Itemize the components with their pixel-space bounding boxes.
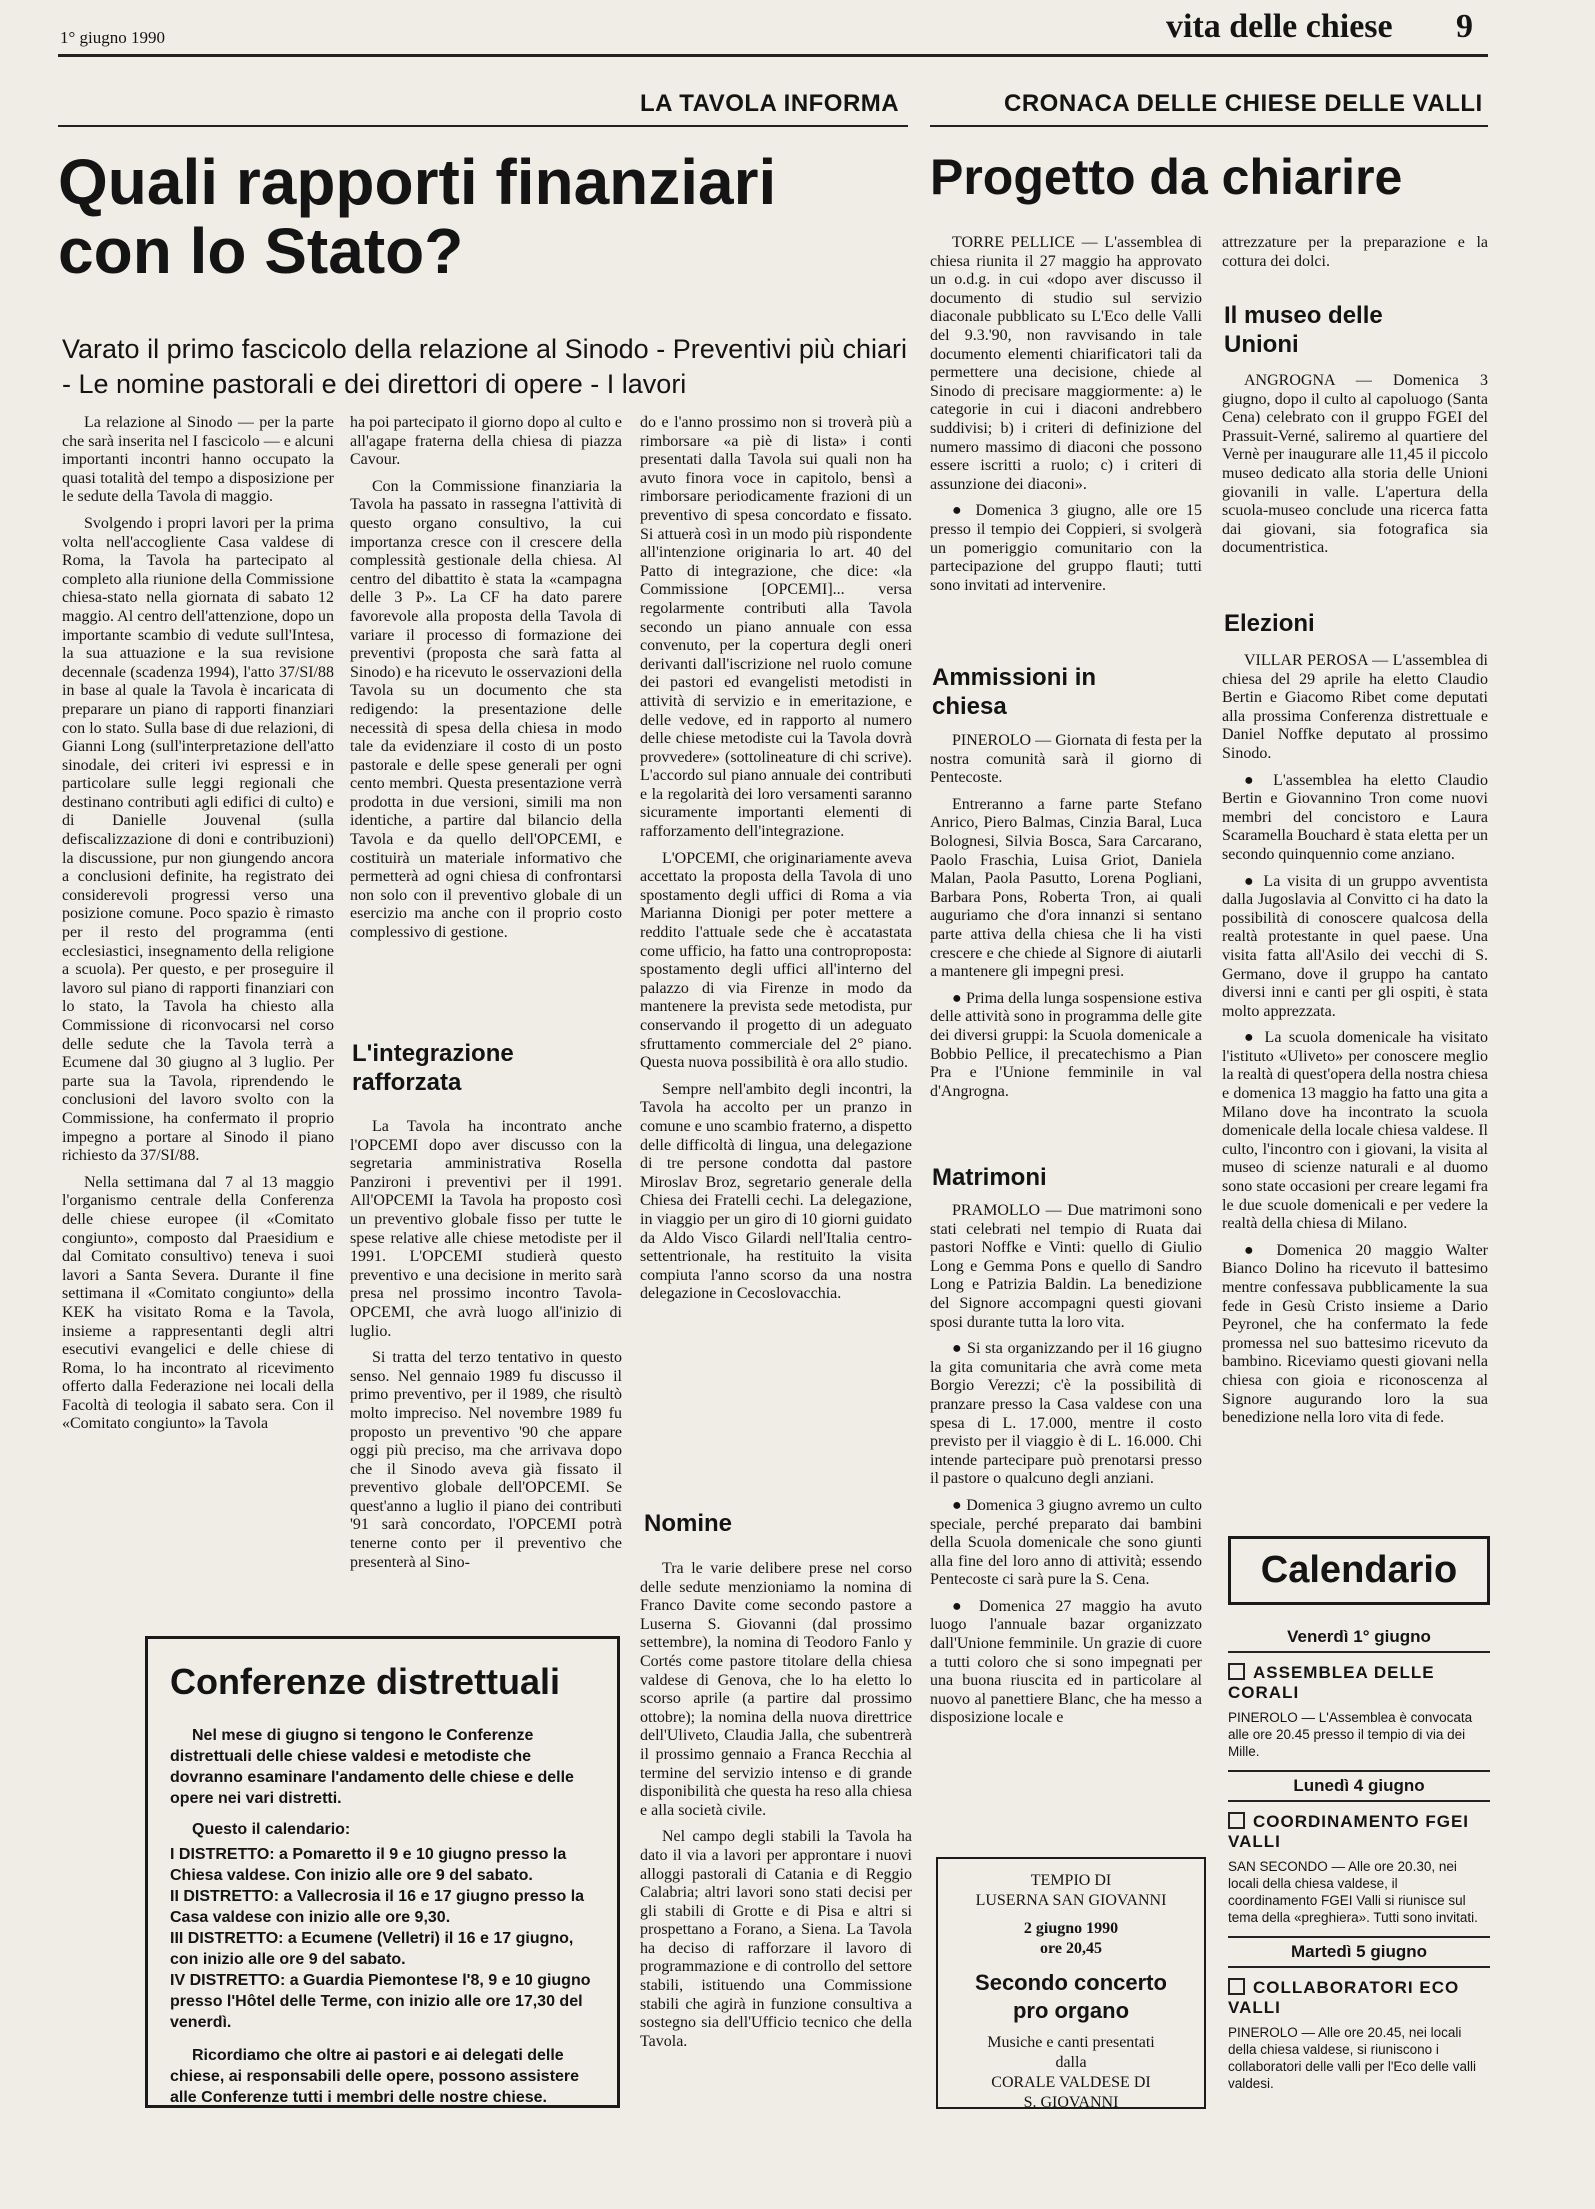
paragraph: Tra le varie delibere prese nel corso delle sedute menzioniamo la nomina di Franco Davite come secondo pastore a Luserna S. Giovanni (dal prossimo settembre), la nomina di Teodoro Fanlo y Cortés come pastore titolare della chiesa valdese di Genova, che lo ha eletto lo scorso aprile (a partire dal prossimo ottobre); la nomina della nuova direttrice dell'Uliveto, Claudia Jalla, che subentrerà il prossimo gennaio a Franca Recchia al termine del servizio intenso e di grande disponibilità che questa ha reso alla chiesa e alla società civile.	[640, 1560, 912, 1819]
paragraph: do e l'anno prossimo non si troverà più a rimborsare «a piè di lista» i conti presentati dalla Tavola sui quali non ha avuto finora voce in capitolo, bensì a rimborsare periodicamente frazioni di un preventivo di spesa concordato e fissato. Si attuerà così in un modo più rispondente all'intenzione originaria lo art. 40 del Patto di integrazione, che dice: «la Commissione [OPCEMI]... versa regolarmente contributi alla Tavola secondo un piano annuale con essa convenuto, per la copertura degli oneri derivanti dall'iscrizione nel ruolo comune dei pastori ed evangelisti metodisti in attività di servizio e in emeritazione, e delle vedove, ed in rapporto al numero delle chiese metodiste cui la Tavola dovrà provvedere» (sottolineature di chi scrive). L'accordo sul piano annuale dei contributi e la regolarità dei loro versamenti saranno sicuramente importanti elementi di rafforzamento dell'integrazione.	[640, 414, 912, 841]
calendar-event	[1228, 1812, 1490, 1852]
paragraph: PINEROLO — Giornata di festa per la nostra comunità sarà il giorno di Pentecoste.	[930, 732, 1202, 787]
paragraph: ANGROGNA — Domenica 3 giugno, dopo il culto al capoluogo (Santa Cena) celebrato con il gruppo FGEI del Prassuit-Verné, saliremo al quartiere del Vernè per inaugurare alle 11,45 il piccolo museo dedicato alla storia delle Unioni giovanili in valle. L'apertura della scuola-museo conclude una ricerca fatta dai giovani, sia fotografica sia documentristica.	[1222, 372, 1488, 557]
paragraph: attrezzature per la preparazione e la cottura dei dolci.	[1222, 234, 1488, 270]
district-item: III DISTRETTO: a Ecumene (Velletri) il 16 e 17 giugno, con inizio alle ore 9 del sabato.	[170, 1930, 574, 1968]
cronaca-col-a	[930, 234, 1202, 603]
district-item: IV DISTRETTO: a Guardia Piemontese l'8, 9 e 10 giugno presso l'Hôtel delle Terme, con inizio alle ore 17,30 del venerdì.	[170, 1972, 591, 2031]
paragraph: Nel campo degli stabili la Tavola ha dato il via a lavori per approntare i nuovi alloggi pastorali di Catania e di Reggio Calabria; altri lavori sono stati decisi per gli stabili di Grotte e di Pisa e altri si prospettano a Forano, a Siena. La Tavola ha deciso di rafforzare il lavoro di programmazione e di controllo del settore stabili, istituendo una Commissione stabili che agirà in funzione consultiva a sostegno sia dell'Ufficio tecnico che della Tavola.	[640, 1828, 912, 2050]
section-heading-museo: Il museo delle Unioni	[1224, 302, 1383, 358]
article-col-1	[62, 414, 334, 1442]
district-item: II DISTRETTO: a Vallecrosia il 16 e 17 giugno presso la Casa valdese con inizio alle ore 9,30.	[170, 1888, 585, 1926]
calendar-day: Lunedì 4 giugno	[1228, 1770, 1490, 1802]
paragraph: ha poi partecipato il giorno dopo al culto e all'agape fraterna della chiesa di piazza Cavour.	[350, 414, 622, 469]
kicker-rule-right	[930, 125, 1488, 127]
main-headline-line1: Quali rapporti finanziari	[58, 146, 777, 218]
concert-time: ore 20,45	[1040, 1940, 1102, 1957]
article-col-2b	[350, 1118, 622, 1580]
concert-venue-2: LUSERNA SAN GIOVANNI	[975, 1892, 1167, 1909]
kicker-tavola: LA TAVOLA INFORMA	[640, 90, 900, 117]
paragraph: ● Si sta organizzando per il 16 giugno la gita comunitaria che avrà come meta Borgio Verezzi; c'è la possibilità di pranzare presso la Casa valdese con una spesa di L. 17.000, mentre il costo previsto per il viaggio è di L. 16.000. Chi intende partecipare può prenotarsi presso il pastore o qualcuno degli anziani.	[930, 1340, 1202, 1488]
issue-date: 1° giugno 1990	[60, 28, 166, 47]
concerto-box	[936, 1857, 1206, 2109]
paragraph: PRAMOLLO — Due matrimoni sono stati celebrati nel tempio di Ruata dai pastori Noffke e Vinti: quello di Giulio Long e Gemma Pons e quello di Sandro Long e Patrizia Baldin. La benedizione del Signore accompagni questi giovani sposi durante tutta la loro vita.	[930, 1202, 1202, 1331]
calendar-event-title: COLLABORATORI ECO VALLI	[1228, 1978, 1460, 2017]
paragraph: Svolgendo i propri lavori per la prima volta nell'accogliente Casa valdese di Roma, la Tavola ha partecipato al completo alla riunione della Commissione chiesa-stato nella giornata di sabato 12 maggio. Al centro dell'attenzione, dopo un importante scambio di vedute sull'Intesa, la sua attuazione e la sua revisione decennale (scadenza 1994), l'atto 37/SI/88 in base al quale la Tavola è incaricata di preparare un piano di rapporti finanziari con lo stato. Sulla base di due relazioni, di Gianni Long (sull'interpretazione dell'atto sinodale, dei criteri ivi espressi e in particolare sulle leggi regionali che destinano contributi agli edifici di culto) e di Danielle Jouvenal (sulla defiscalizzazione di doni e contribuzioni) la discussione, pur non giungendo ancora a conclusioni definite, ha registrato dei considerevoli progressi verso una posizione comune. Poco spazio è rimasto per il resto del programma (enti ecclesiastici, insegnamento della religione a scuola). Per questo, e per proseguire il lavoro sul piano di rapporti finanziari con lo stato, la Tavola ha chiesto alla Commissione di riconvocarsi nel corso delle sedute che la Tavola terrà a Ecumene dal 30 giugno al 3 luglio. Per parte sua la Tavola, riprendendo le conclusioni del lavoro svolto con la Commissione, ha confermato il proprio impegno a portare al Sinodo il piano richiesto da 37/SI/88.	[62, 514, 334, 1165]
conferenze-box	[145, 1636, 620, 2108]
kicker-rule-left	[58, 125, 908, 127]
concert-venue-1: TEMPIO DI	[1030, 1872, 1112, 1889]
article-col-2	[350, 414, 622, 951]
calendar-event-title: ASSEMBLEA DELLE CORALI	[1228, 1663, 1435, 1702]
cronaca-col-b2	[1222, 372, 1488, 566]
paragraph: ● Domenica 3 giugno avremo un culto speciale, perché preparato dai bambini della Scuola domenicale che sono giunti alla fine del loro anno di attività; essendo Pentecoste ci sarà pure la S. Cena.	[930, 1496, 1202, 1589]
cronaca-col-a3	[930, 1202, 1202, 1736]
conferenze-title: Conferenze distrettuali	[170, 1661, 561, 1702]
conferenze-body	[170, 1725, 595, 2108]
calendario-panel	[1228, 1536, 1490, 2092]
calendario-title: Calendario	[1228, 1536, 1490, 1605]
checkbox-icon	[1228, 1663, 1245, 1680]
paragraph: ● Domenica 3 giugno, alle ore 15 presso il tempio dei Coppieri, si svolgerà un pomeriggio comunitario con la partecipazione del gruppo flauti; tutti sono invitati ad intervenire.	[930, 502, 1202, 594]
paragraph: Entreranno a farne parte Stefano Anrico, Piero Balmas, Cinzia Baral, Luca Bolognesi, Silvia Bosca, Sara Carcarano, Paolo Fraschia, Luisa Griot, Daniela Malan, Paola Pasutto, Lorena Pogliani, Barbara Pons, Roberta Tron, ai quali auguriamo che d'ora innanzi si sentano parte attiva della chiesa che li ha visti crescere e che chiede al Signore di aiutarli a mantenere gli impegni presi.	[930, 795, 1202, 981]
concert-desc-1: Musiche e canti presentati	[987, 2034, 1155, 2051]
header-rule	[58, 54, 1488, 57]
checkbox-icon	[1228, 1978, 1245, 1995]
concert-date: 2 giugno 1990	[1023, 1920, 1119, 1937]
concert-choir-2: S. GIOVANNI	[1023, 2094, 1119, 2111]
main-headline	[58, 148, 918, 286]
paragraph: TORRE PELLICE — L'assemblea di chiesa riunita il 27 maggio ha approvato un o.d.g. in cui «dopo aver discusso il documento di studio sul servizio diaconale pubblicato su L'Eco delle Valli del 9.3.'90, non ravvisando in tale documento elementi chiarificatori tali da permettere una decisione, chiede al Sinodo di precisare maggiormente: a) le categorie in cui i diaconi andrebbero suddivisi; b) i criteri di definizione del numero massimo di diaconi che possono essere iscritti a ruolo; c) i criteri di assunzione dei diaconi».	[930, 234, 1202, 493]
article-col-3b	[640, 1560, 912, 2059]
conferenze-outro: Ricordiamo che oltre ai pastori e ai delegati delle chiese, ai responsabili delle opere, possono assistere alle Conferenze tutti i membri delle nostre chiese.	[170, 2047, 580, 2106]
paragraph: VILLAR PEROSA — L'assemblea di chiesa del 29 aprile ha eletto Claudio Bertin e Giacomo Ribet come deputati alla prossima Conferenza distrettuale e Daniel Noffke deputato al prossimo Sinodo.	[1222, 652, 1488, 762]
paragraph: La Tavola ha incontrato anche l'OPCEMI dopo aver discusso con la segretaria amministrativa Rosella Panzironi i preventivi per il 1991. All'OPCEMI la Tavola ha proposto così un preventivo globale fisso per tutte le spese relative alle chiese metodiste per il 1991. L'OPCEMI studierà questo preventivo e una decisione in merito sarà presa nel prossimo incontro Tavola-OPCEMI, che avrà luogo all'inizio di luglio.	[350, 1118, 622, 1340]
cronaca-col-b3	[1222, 652, 1488, 1436]
paragraph: Sempre nell'ambito degli incontri, la Tavola ha accolto per un pranzo in comune e uno scambio fraterno, a dispetto delle difficoltà di lingua, una delegazione di tre persone condotta dal pastore Miroslav Broz, segretario generale della Chiesa dei Fratelli cechi. La delegazione, in viaggio per un giro di 10 giorni guidato da Aldo Visco Gilardi nell'Italia centro-settentrionale, ha restituito la visita compiuta l'anno scorso da una nostra delegazione in Cecoslovacchia.	[640, 1080, 912, 1303]
section-heading-elezioni: Elezioni	[1224, 610, 1315, 637]
conferenze-intro: Nel mese di giugno si tengono le Conferenze distrettuali delle chiese valdesi e metodiste che dovranno esaminare l'andamento delle chiese e delle opere nei vari distretti.	[170, 1727, 574, 1807]
concert-title-1: Secondo concerto	[975, 1970, 1167, 1995]
paragraph: Si tratta del terzo tentativo in questo senso. Nel gennaio 1989 fu discusso il primo preventivo, per il 1989, che risultò molto impreciso. Nel novembre 1989 fu proposto un preventivo '90 che appare oggi più preciso, ma che arrivava dopo che il Sinodo aveva già fissato il preventivo globale dell'OPCEMI. Se quest'anno a luglio il piano dei contributi '91 sarà concordato, l'OPCEMI potrà tenerne conto per il preventivo che presenterà al Sino-	[350, 1349, 622, 1571]
calendar-day: Martedì 5 giugno	[1228, 1936, 1490, 1968]
checkbox-icon	[1228, 1812, 1245, 1829]
main-subhead: Varato il primo fascicolo della relazione al Sinodo - Preventivi più chiari - Le nomine pastorali e dei direttori di opere - I lavori	[62, 334, 907, 400]
paragraph: ● L'assemblea ha eletto Claudio Bertin e Giovannino Tron come nuovi membri del concistoro e Laura Scaramella Bouchard è stata eletta per un secondo quinquennio come anziano.	[1222, 771, 1488, 863]
section-title: vita delle chiese	[1166, 8, 1393, 45]
right-headline: Progetto da chiarire	[930, 149, 1403, 205]
section-heading-integrazione: L'integrazione rafforzata	[352, 1040, 514, 1096]
district-item: I DISTRETTO: a Pomaretto il 9 e 10 giugno presso la Chiesa valdese. Con inizio alle ore 9 del sabato.	[170, 1846, 567, 1884]
section-heading-ammissioni: Ammissioni in chiesa	[932, 664, 1097, 720]
conferenze-cal-label: Questo il calendario:	[192, 1821, 351, 1838]
calendar-day: Venerdì 1° giugno	[1228, 1627, 1490, 1653]
cronaca-col-a2	[930, 732, 1202, 1109]
calendar-event-text: PINEROLO — L'Assemblea è convocata alle ore 20.45 presso il tempio di via dei Mille.	[1228, 1710, 1473, 1759]
calendar-event-text: PINEROLO — Alle ore 20.45, nei locali della chiesa valdese, si riuniscono i collaboratori delle valli per l'Eco delle valli valdesi.	[1228, 2025, 1476, 2091]
section-heading-nomine: Nomine	[644, 1510, 733, 1537]
paragraph: Nella settimana dal 7 al 13 maggio l'organismo centrale della Conferenza delle chiese europee (il «Comitato congiunto», composto dal Praesidium e dal Comitato consultivo) teneva i suoi lavori a Santa Severa. Durante il fine settimana il «Comitato congiunto» della KEK ha visitato Roma e la Tavola, insieme a rappresentanti degli altri esecutivi evangelici e delle chiese di Roma, lo ha incontrato al ricevimento offerto dalla Federazione nei locali della Facoltà di teologia il sabato sera. Con il «Comitato congiunto» la Tavola	[62, 1173, 334, 1433]
section-heading-matrimoni: Matrimoni	[932, 1164, 1047, 1191]
paragraph: La relazione al Sinodo — per la parte che sarà inserita nel I fascicolo — e alcuni importanti incontri hanno occupato la quasi totalità del tempo a disposizione per le sedute della Tavola di maggio.	[62, 414, 334, 506]
paragraph: ● Domenica 20 maggio Walter Bianco Dolino ha ricevuto il battesimo mentre confessava pubblicamente la sua fede in Gesù Cristo insieme a Dario Peyronel, che ha confermato la fede promessa nel suo battesimo ricevuto da bambino. Riceviamo questi giovani nella chiesa con gioia e riconoscenza al Signore augurando loro la sua benedizione nella loro vita di fede.	[1222, 1241, 1488, 1427]
article-col-3	[640, 414, 912, 1312]
calendar-event	[1228, 1663, 1490, 1703]
main-headline-line2: con lo Stato?	[58, 215, 464, 288]
calendar-event	[1228, 1978, 1490, 2018]
concert-choir-1: CORALE VALDESE DI	[991, 2074, 1151, 2091]
concert-title-2: pro organo	[1012, 1998, 1130, 2023]
cronaca-col-b	[1222, 234, 1488, 279]
paragraph: Con la Commissione finanziaria la Tavola ha passato in rassegna l'attività di questo organo consultivo, la cui importanza cresce con il crescere della complessità gestionale della chiesa. Al centro del dibattito è stata la «campagna delle 3 P». La CF ha dato parere favorevole alla proposta della Tavola di variare il processo di formazione dei preventivi (proposta che sarà fatta al Sinodo) e ha ricevuto le osservazioni della Tavola su un documento che sta redigendo: la presentazione delle necessità di spesa della chiesa in modo tale da evidenziare il costo di un posto pastorale e delle spese generali per ogni cento membri. Questa presentazione verrà prodotta in due versioni, simili ma non identiche, a partire dal bilancio della Tavola e da quello dell'OPCEMI, e costituirà un materiale informativo che permetterà ad ogni chiesa di confrontarsi non solo con il preventivo globale di un esercizio ma anche con il proprio costo complessivo di gestione.	[350, 477, 622, 942]
calendar-event-text: SAN SECONDO — Alle ore 20.30, nei locali della chiesa valdese, il coordinamento FGEI Valli si riunisce sul tema della «preghiera». Tutti sono invitati.	[1228, 1859, 1478, 1925]
page-number: 9	[1456, 8, 1473, 45]
paragraph: L'OPCEMI, che originariamente aveva accettato la proposta della Tavola di uno spostamento degli uffici di Roma a via Marianna Dionigi per poter mettere a reddito l'attuale sede che è accatastata come ufficio, ha fatto una controproposta: spostamento degli uffici all'interno del palazzo di via Firenze in modo da mantenere la prevista sede metodista, pur conservando il progetto di un adeguato sfruttamento commerciale del 2° piano. Questa nuova possibilità è ora allo studio.	[640, 849, 912, 1072]
kicker-cronaca: CRONACA DELLE CHIESE DELLE VALLI	[1004, 90, 1483, 117]
paragraph: ● Domenica 27 maggio ha avuto luogo l'annuale bazar organizzato dall'Unione femminile. Un grazie di cuore a tutti coloro che si sono impegnati per una buona riuscita ed in particolare al nuovo al panettiere Blanc, che ha messo a disposizione locale e	[930, 1597, 1202, 1727]
paragraph: ● La scuola domenicale ha visitato l'istituto «Uliveto» per conoscere meglio la realtà di quest'opera della nostra chiesa e domenica 13 maggio ha fatto una gita a Milano dove ha incontrato la scuola domenicale della locale chiesa valdese. Il culto, l'incontro con i giovani, la visita al museo di scienze naturali e al duomo sono state occasioni per creare legami fra le due scuole domenicali e per vedere la realtà della chiesa di Milano.	[1222, 1029, 1488, 1233]
paragraph: ● Prima della lunga sospensione estiva delle attività sono in programma delle gite dei diversi gruppi: la Scuola domenicale a Bobbio Pellice, il precatechismo a Pian Pra e l'Unione femminile in val d'Angrogna.	[930, 989, 1202, 1100]
paragraph: ● La visita di un gruppo avventista dalla Jugoslavia al Convitto ci ha dato la possibilità di conoscere qualcosa della realtà protestante in quel paese. Una visita fatta all'Asilo dei vecchi di S. Germano, dove il gruppo ha cantato diversi inni e canti per gli ospiti, è stata molto apprezzata.	[1222, 872, 1488, 1020]
concert-desc-2: dalla	[1055, 2054, 1087, 2071]
calendar-event-title: COORDINAMENTO FGEI VALLI	[1228, 1812, 1470, 1851]
